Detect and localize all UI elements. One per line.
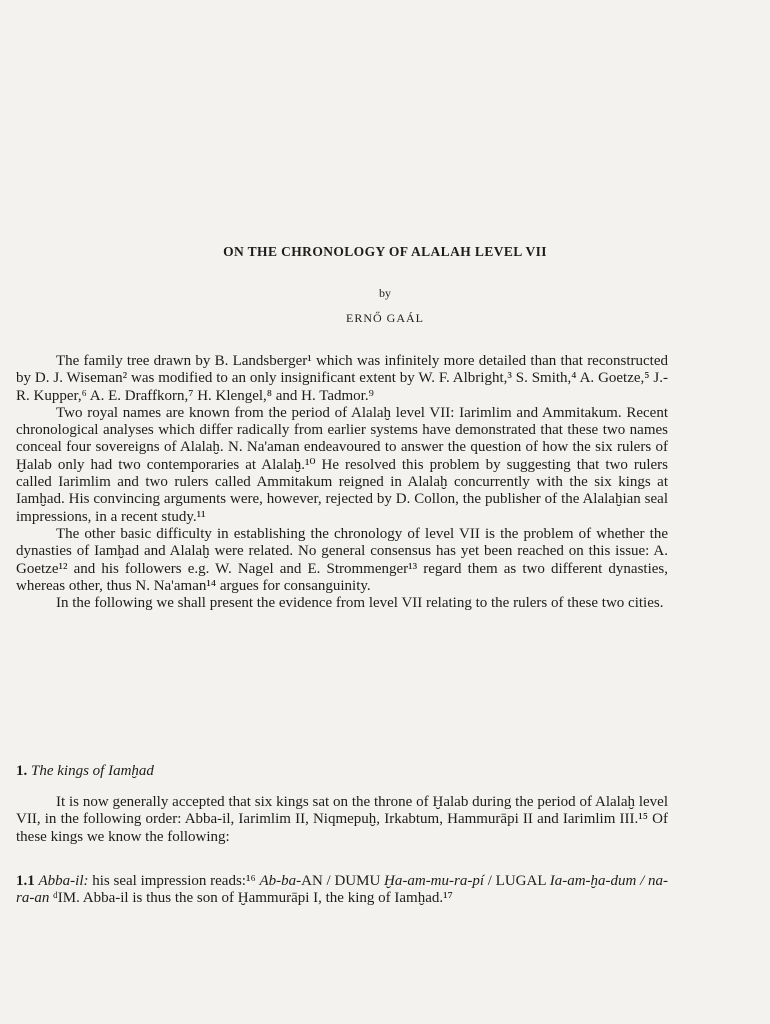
section-number: 1. xyxy=(16,763,28,779)
byline-by: by xyxy=(379,286,391,300)
section-intro xyxy=(16,794,668,846)
intro-body xyxy=(16,353,668,612)
paragraph: Two royal names are known from the period of Alalaḫ level VII: Iarimlim and Ammitakum. Recent chronological analyses which differ radically from earlier systems have demonstrated that these two names conceal four sovereigns of Alalaḫ. N. Na'aman endeavoured to answer the question of how the six rulers of Ḫalab only had two contemporaries at Alalaḫ.¹⁰ He resolved this problem by suggesting that two rulers called Iarimlim and two rulers called Ammitakum reigned in Alalaḫ concurrently with the six kings at Iamḫad. His convincing arguments were, however, rejected by D. Collon, the publisher of the Alalaḫian seal impressions, in a recent study.¹¹ xyxy=(16,404,668,525)
item-name: Abba-il: xyxy=(38,873,89,889)
item-number: 1.1 xyxy=(16,873,35,889)
item-paragraph xyxy=(16,873,668,908)
section-title: The kings of Iamḫad xyxy=(31,763,154,779)
section-heading xyxy=(16,763,154,780)
seal-text: / LUGAL xyxy=(484,873,550,889)
paragraph: The other basic difficulty in establishing the chronology of level VII is the problem of whether the dynasties of Iamḫad and Alalaḫ were related. No general consensus has yet been reached on this issue: A. Goetze¹² and his followers e.g. W. Nagel and E. Strommenger¹³ regard them as two different dynasties, whereas other, thus N. Na'aman¹⁴ argues for consanguinity. xyxy=(16,525,668,594)
author-name: ERNŐ GAÁL xyxy=(346,311,424,325)
paragraph: It is now generally accepted that six kings sat on the throne of Ḫalab during the period of Alalaḫ level VII, in the following order: Abba-il, Iarimlim II, Niqmepuḫ, Irkabtum, Hammurāpi II and Iarimlim III.¹⁵ Of these kings we know the following: xyxy=(16,794,668,845)
paragraph: In the following we shall present the evidence from level VII relating to the rulers of these two cities. xyxy=(56,595,664,612)
section-item xyxy=(16,873,668,908)
article-title: ON THE CHRONOLOGY OF ALALAH LEVEL VII xyxy=(223,244,547,259)
paragraph: The family tree drawn by B. Landsberger¹ which was infinitely more detailed than that reconstructed by D. J. Wiseman² was modified to an only insignificant extent by W. F. Albright,³ S. Smith,⁴ A. Goetze,⁵ J.-R. Kupper,⁶ A. E. Draffkorn,⁷ H. Klengel,⁸ and H. Tadmor.⁹ xyxy=(16,353,668,404)
seal-text: Ia-am-ḫa-dum / na-ra-an xyxy=(16,873,669,907)
seal-text: Ab-ba- xyxy=(259,873,302,889)
item-text: his seal impression reads:¹⁶ xyxy=(88,873,260,889)
seal-text: AN / DUMU xyxy=(301,873,385,889)
seal-text: ᵈIM. xyxy=(49,890,83,907)
seal-text: Ḫa-am-mu-ra-pí xyxy=(384,873,485,889)
item-text: Abba-il is thus the son of Ḫammurāpi I, the king of Iamḫad.¹⁷ xyxy=(82,890,453,907)
